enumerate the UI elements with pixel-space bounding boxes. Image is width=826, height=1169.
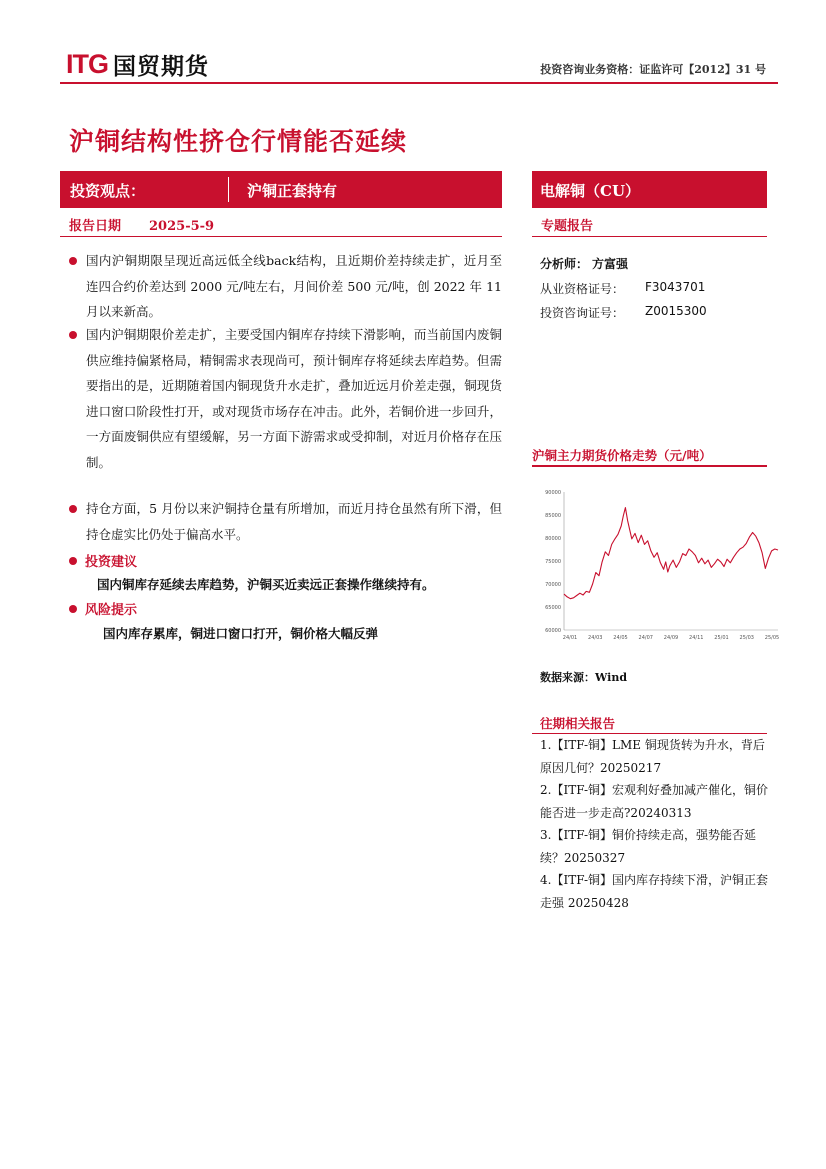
price-chart-svg xyxy=(532,478,782,653)
paragraph xyxy=(69,248,502,325)
page-title: 沪铜结构性挤仓行情能否延续 xyxy=(69,127,408,156)
x-tick-label: 24/09 xyxy=(663,635,679,641)
x-tick-label: 24/07 xyxy=(638,635,653,641)
product-label: 电解铜（CU） xyxy=(540,182,641,200)
investment-advice-heading xyxy=(69,551,137,570)
list-item[interactable]: 3.【ITF-铜】铜价持续走高，强势能否延续？20250327 xyxy=(540,828,757,865)
x-tick-label: 24/01 xyxy=(562,635,578,641)
report-date-row xyxy=(69,215,214,234)
y-tick-label: 80000 xyxy=(545,536,561,542)
investment-view-value: 沪铜正套持有 xyxy=(247,182,338,200)
y-tick-label: 85000 xyxy=(545,513,561,519)
logo-company-name: 国贸期货 xyxy=(113,53,209,80)
analyst xyxy=(540,255,628,272)
logo-itg: ITG xyxy=(66,48,108,79)
chart-divider xyxy=(532,465,767,467)
right-divider xyxy=(532,236,767,237)
bullet-icon xyxy=(69,331,77,339)
consulting-cert-label: 投资咨询证号： xyxy=(540,306,625,320)
risk-heading xyxy=(69,599,137,618)
paragraph-text: 国内沪铜期限价差走扩，主要受国内铜库存持续下滑影响，而当前国内废铜供应维持偏紧格局，精铜需求表现尚可，预计铜库存将延续去库趋势。但需要指出的是，近期随着国内铜现货升水走扩，叠加近远月价差走强，铜现货进口窗口阶段性打开，或对现货市场存在冲击。此外，若铜价进一步回升，一方面废铜供应有望缓解，另一方面下游需求或受抑制，对近月价格存在压制。 xyxy=(86,327,502,470)
consulting-cert-value: Z0015300 xyxy=(645,304,707,318)
product-bar xyxy=(532,171,767,208)
bar-separator xyxy=(228,177,229,202)
list-item[interactable]: 4.【ITF-铜】国内库存持续下滑，沪铜正套走强 20250428 xyxy=(540,873,769,910)
report-date-label: 报告日期 xyxy=(69,219,122,234)
price-chart xyxy=(532,478,782,653)
report-type: 专题报告 xyxy=(541,219,594,234)
list-item[interactable]: 1.【ITF-铜】LME 铜现货转为升水，背后原因几何？20250217 xyxy=(540,738,765,775)
y-tick-label: 60000 xyxy=(545,628,561,634)
risk-heading-text: 风险提示 xyxy=(85,603,138,618)
x-tick-label: 25/03 xyxy=(739,635,754,641)
paragraph-text: 国内沪铜期限呈现近高远低全线back结构，且近期价差持续走扩，近月至连四合约价差达到 2000 元/吨左右，月间价差 500 元/吨，创 2022 年 11 月以来新高。 xyxy=(86,253,502,320)
x-tick-label: 24/11 xyxy=(689,635,704,641)
y-tick-label: 75000 xyxy=(545,559,561,565)
past-reports-list xyxy=(540,734,772,914)
investment-view-bar xyxy=(60,171,502,208)
investment-advice-heading-text: 投资建议 xyxy=(85,555,138,570)
x-tick-label: 24/05 xyxy=(613,635,628,641)
analyst-label: 分析师： xyxy=(540,257,589,271)
investment-view-label: 投资观点： xyxy=(70,182,146,200)
list-item[interactable]: 2.【ITF-铜】宏观利好叠加减产催化，铜价能否进一步走高?20240313 xyxy=(540,783,769,820)
x-tick-label: 25/01 xyxy=(714,635,729,641)
qualification-cert-label: 从业资格证号： xyxy=(540,282,625,296)
price-series-line xyxy=(564,508,778,599)
y-tick-label: 90000 xyxy=(545,490,561,496)
logo xyxy=(66,50,209,78)
license-text: 投资咨询业务资格：证监许可【2012】31 号 xyxy=(540,63,766,76)
analyst-name: 方富强 xyxy=(592,257,629,271)
investment-advice-text: 国内铜库存延续去库趋势，沪铜买近卖远正套操作继续持有。 xyxy=(97,577,435,592)
risk-text: 国内库存累库，铜进口窗口打开，铜价格大幅反弹 xyxy=(103,626,379,641)
past-reports-title: 往期相关报告 xyxy=(540,716,616,731)
qualification-cert-value: F3043701 xyxy=(645,280,706,294)
header-divider xyxy=(60,82,778,84)
y-tick-label: 70000 xyxy=(545,582,561,588)
x-tick-label: 24/03 xyxy=(588,635,603,641)
paragraph xyxy=(69,496,502,547)
data-source: 数据来源：Wind xyxy=(540,671,628,684)
bullet-icon xyxy=(69,505,77,513)
bullet-icon xyxy=(69,605,77,613)
bullet-icon xyxy=(69,557,77,565)
paragraph-text: 持仓方面，5 月份以来沪铜持仓量有所增加，而近月持仓虽然有所下滑，但持仓虚实比仍处于偏高水平。 xyxy=(86,501,502,542)
left-divider xyxy=(60,236,502,237)
consulting-cert xyxy=(540,304,707,321)
y-tick-label: 65000 xyxy=(545,605,561,611)
paragraph xyxy=(69,322,502,476)
bullet-icon xyxy=(69,257,77,265)
report-date-value: 2025-5-9 xyxy=(149,219,215,234)
x-tick-label: 25/05 xyxy=(764,635,780,641)
qualification-cert xyxy=(540,280,706,297)
chart-section-title: 沪铜主力期货价格走势（元/吨） xyxy=(532,448,712,463)
